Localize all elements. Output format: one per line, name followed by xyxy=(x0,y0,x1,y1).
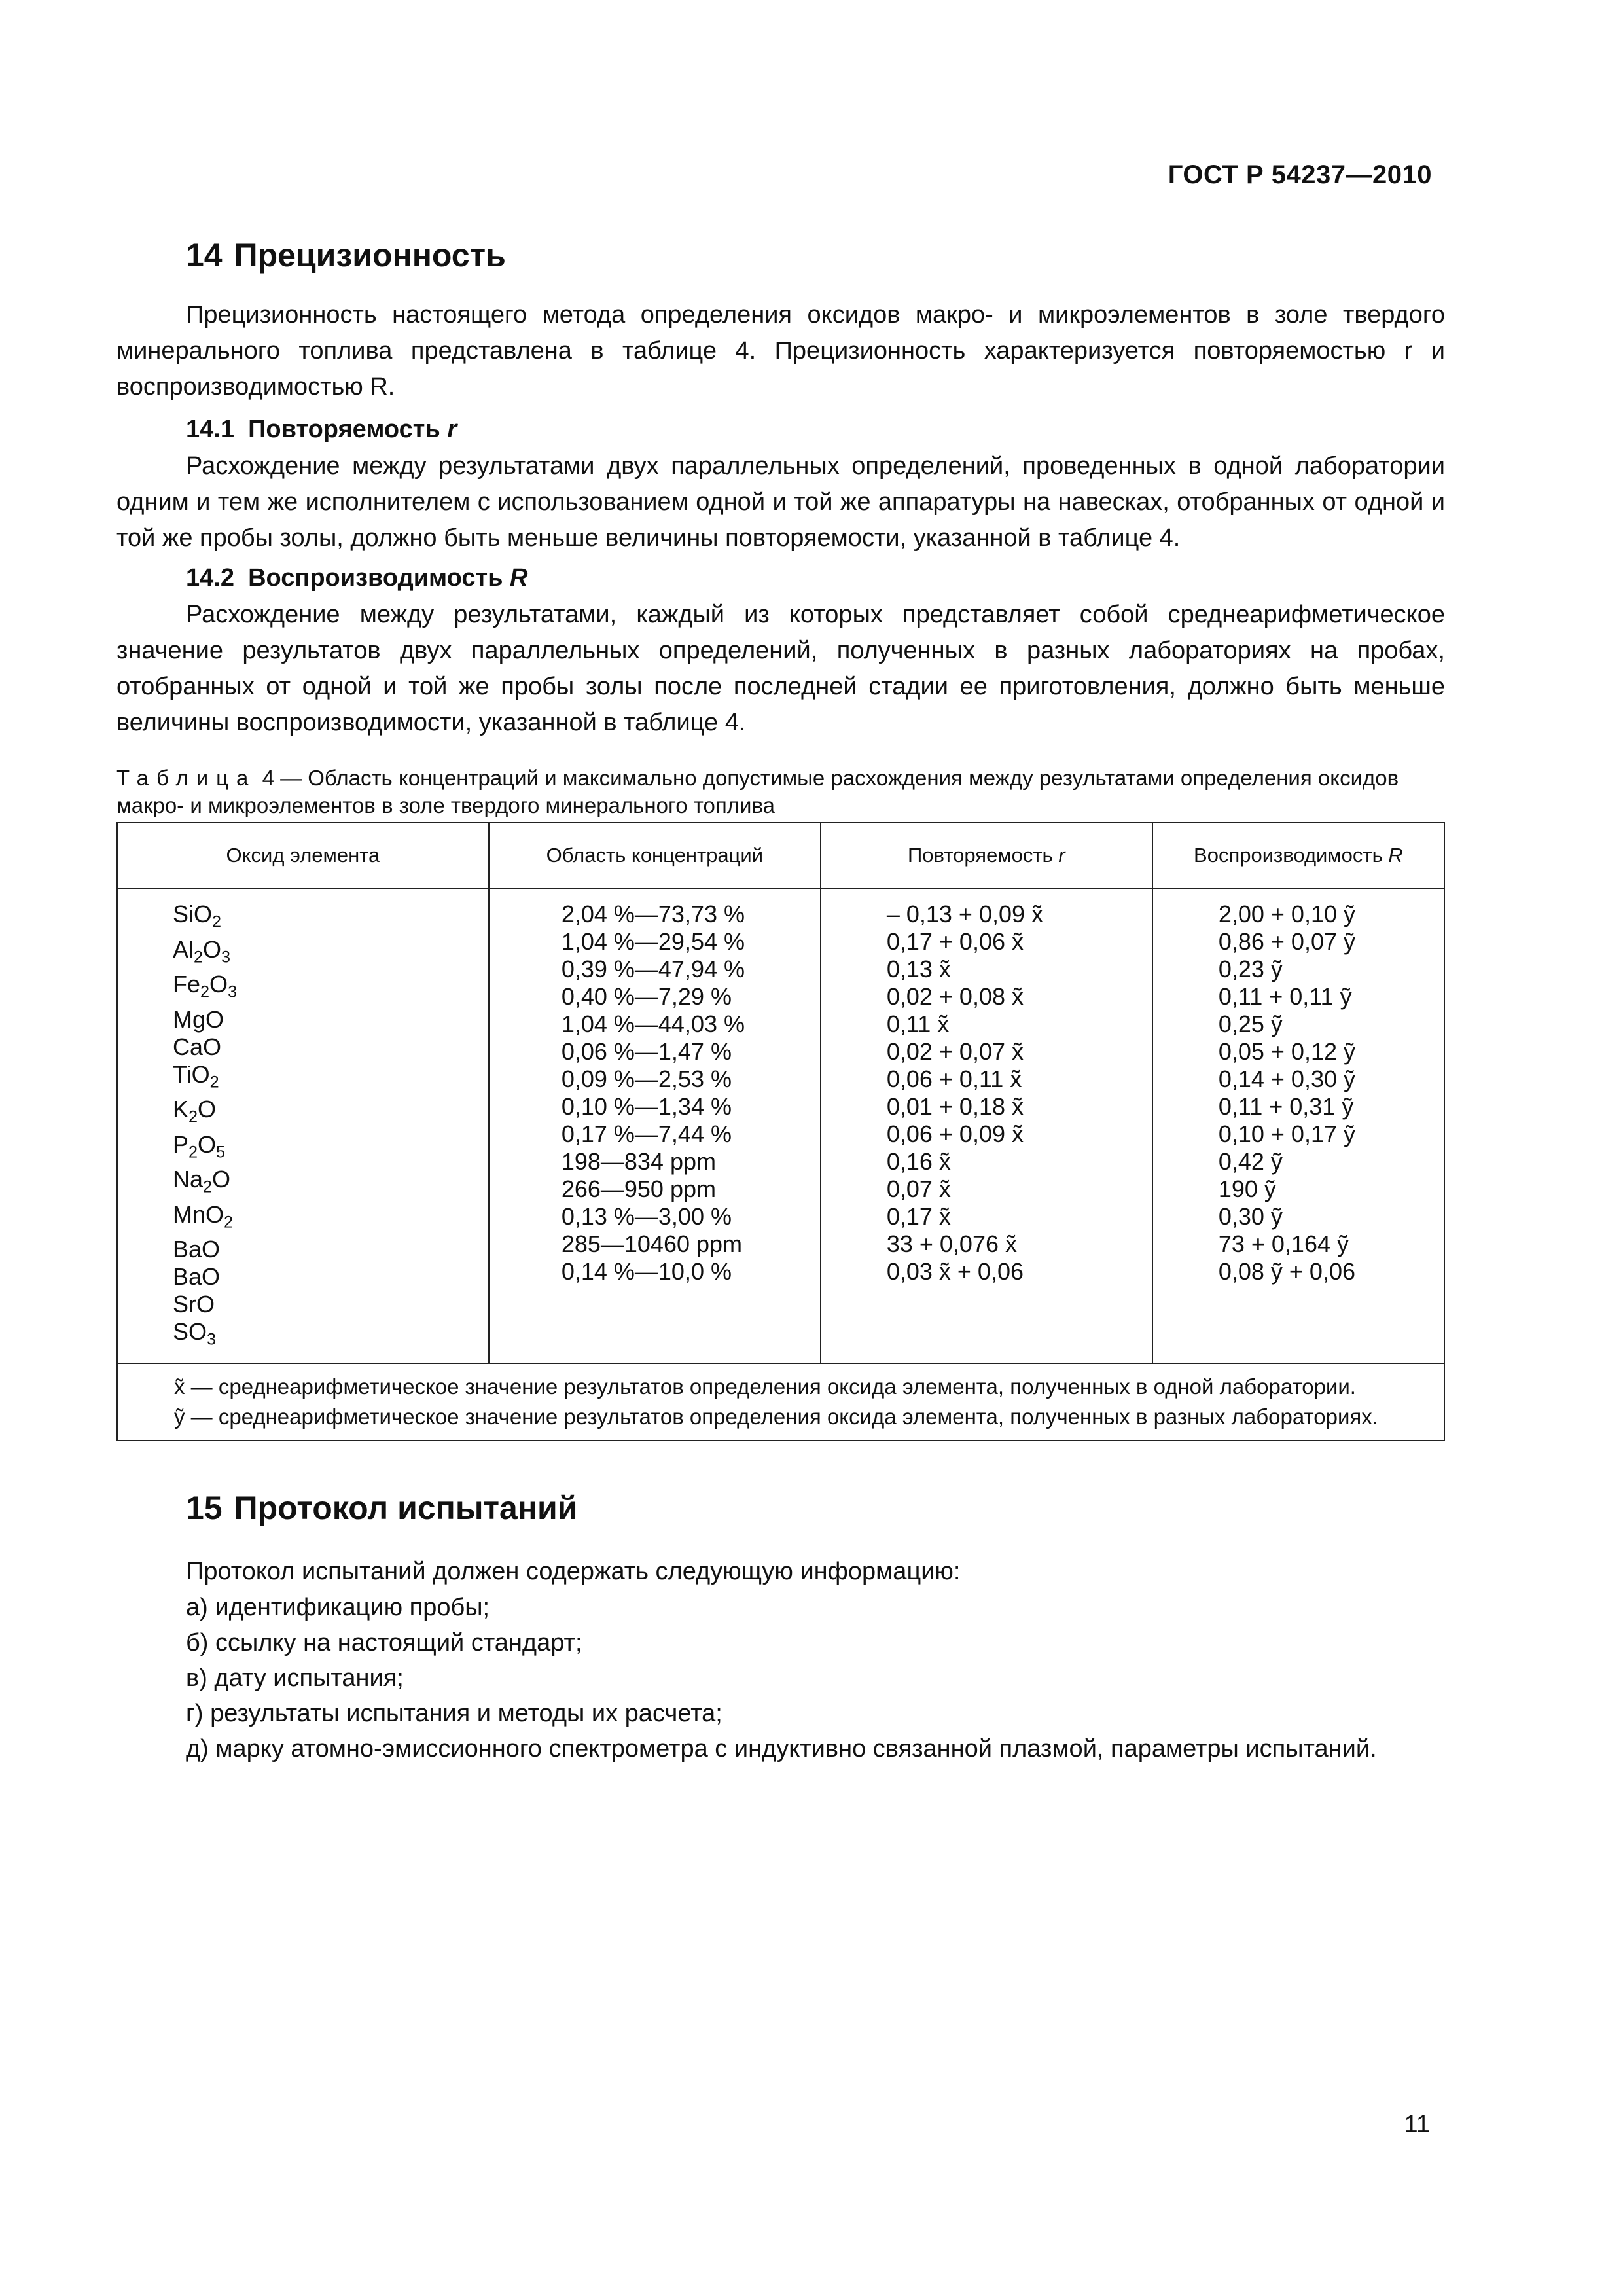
repeatability-cell: 0,02 + 0,08 x̃ xyxy=(886,983,1024,1010)
section-15-intro: Протокол испытаний должен содержать следующую информацию: xyxy=(186,1557,961,1585)
reproducibility-cell: 2,00 + 0,10 ỹ xyxy=(1218,901,1355,927)
range-cell: 2,04 %—73,73 % xyxy=(561,901,745,927)
range-cell: 0,14 %—10,0 % xyxy=(561,1258,732,1285)
oxide-cell: $P_2O_5$ xyxy=(173,1130,226,1162)
range-cell: 266—950 ppm xyxy=(561,1175,716,1202)
range-cell: 0,09 %—2,53 % xyxy=(561,1066,732,1092)
range-cell: 0,40 %—7,29 % xyxy=(561,983,732,1010)
note-x xyxy=(122,1372,1433,1402)
list-item: д) марку атомно-эмиссионного спектрометра с индуктивно связанной плазмой, параметры испытаний. xyxy=(186,1734,1377,1763)
repeatability-cell: 0,01 + 0,18 x̃ xyxy=(886,1093,1024,1120)
oxide-cell: $Fe_2O_3$ xyxy=(173,971,238,1001)
table-notes xyxy=(117,1363,1444,1441)
oxide-cell: SiO$_2$ xyxy=(173,901,222,931)
range-cell: 0,10 %—1,34 % xyxy=(561,1093,732,1120)
range-cell: 0,39 %—47,94 % xyxy=(561,956,745,982)
repeatability-cell: 0,02 + 0,07 x̃ xyxy=(886,1038,1024,1065)
header-oxide: Оксид элемента xyxy=(117,823,489,888)
list-item: в) дату испытания; xyxy=(186,1664,404,1692)
range-cell: 285—10460 ppm xyxy=(561,1230,743,1257)
page-number: 11 xyxy=(1404,2111,1430,2138)
section-15-heading xyxy=(116,1488,1445,1528)
range-cell: 1,04 %—29,54 % xyxy=(561,928,745,955)
note-x-text: x̃ — среднеарифметическое значение результатов определения оксида элемента, полученных в одной лаборатории. xyxy=(174,1374,1356,1399)
oxide-cell: MnO$_2$ xyxy=(173,1200,234,1232)
reproducibility-cell: 0,86 + 0,07 ỹ xyxy=(1218,928,1355,955)
oxide-cell: $K_2O$ xyxy=(173,1096,217,1126)
oxide-cell: $Al_2O_3$ xyxy=(173,935,231,967)
note-y xyxy=(122,1402,1433,1432)
reproducibility-cell: 0,11 + 0,11 ỹ xyxy=(1218,983,1352,1010)
table-header-row xyxy=(117,823,1444,888)
repeatability-cell: – 0,13 + 0,09 x̃ xyxy=(886,901,1044,927)
header-repeatability: Повторяемость r xyxy=(821,823,1152,888)
reproducibility-cell: 0,05 + 0,12 ỹ xyxy=(1218,1038,1355,1065)
precision-table xyxy=(116,822,1445,1441)
page-content xyxy=(116,236,1445,1767)
repeatability-cell: 0,11 x̃ xyxy=(886,1011,950,1037)
reproducibility-cell: 0,10 + 0,17 ỹ xyxy=(1218,1121,1355,1147)
repeatability-cell: 0,07 x̃ xyxy=(886,1175,951,1202)
range-cell: 0,13 %—3,00 % xyxy=(561,1203,732,1230)
range-cell: 1,04 %—44,03 % xyxy=(561,1011,745,1037)
table-caption-label: Таблица xyxy=(116,766,257,790)
repeatability-cell: 33 + 0,076 x̃ xyxy=(886,1230,1017,1257)
subsection-14-2-text: Расхождение между результатами, каждый из которых представляет собой среднеарифметическое значение результатов двух параллельных определений, полученных в разных лабораториях на пробах, отобранных от одной и той же пробы золы после последней стадии ее приготовления, должно быть меньше величины воспроизводимости, указанной в таблице 4. xyxy=(116,601,1445,736)
oxide-column xyxy=(117,888,489,1363)
list-item: г) результаты испытания и методы их расчета; xyxy=(186,1699,722,1727)
repeatability-cell: 0,16 x̃ xyxy=(886,1148,951,1175)
reproducibility-column xyxy=(1152,888,1444,1363)
oxide-cell: BaO xyxy=(173,1236,221,1263)
standard-code: ГОСТ Р 54237—2010 xyxy=(1168,160,1432,189)
table-body-row xyxy=(117,888,1444,1363)
table-caption xyxy=(116,764,1445,819)
range-column xyxy=(489,888,821,1363)
oxide-cell: $Na_2O$ xyxy=(173,1166,231,1196)
repeatability-cell: 0,03 x̃ + 0,06 xyxy=(886,1258,1024,1285)
reproducibility-cell: 0,23 ỹ xyxy=(1218,956,1283,982)
reproducibility-cell: 0,14 + 0,30 ỹ xyxy=(1218,1066,1355,1092)
section-14-title: Прецизионность xyxy=(234,237,506,274)
repeatability-column xyxy=(821,888,1152,1363)
section-14-heading xyxy=(116,236,1445,275)
reproducibility-cell: 0,08 ỹ + 0,06 xyxy=(1218,1258,1355,1285)
repeatability-cell: 0,06 + 0,09 x̃ xyxy=(886,1121,1024,1147)
repeatability-cell: 0,13 x̃ xyxy=(886,956,951,982)
header-range: Область концентраций xyxy=(489,823,821,888)
note-y-text: ỹ — среднеарифметическое значение результатов определения оксида элемента, полученных в разных лабораториях. xyxy=(174,1404,1378,1429)
oxide-cell: SrO xyxy=(173,1291,215,1318)
header-reproducibility: Воспроизводимость R xyxy=(1152,823,1444,888)
subsection-14-2-heading xyxy=(116,559,1445,597)
range-cell: 0,17 %—7,44 % xyxy=(561,1121,732,1147)
section-14-intro: Прецизионность настоящего метода определения оксидов макро- и микроэлементов в золе твердого минерального топлива представлена в таблице 4. Прецизионность характеризуется повторяемостью r и воспроизводимостью R. xyxy=(116,301,1445,401)
list-item: б) ссылку на настоящий стандарт; xyxy=(186,1628,582,1657)
oxide-cell: TiO$_2$ xyxy=(173,1060,219,1092)
subsection-14-2-title: Воспроизводимость R xyxy=(248,564,528,592)
reproducibility-cell: 0,11 + 0,31 ỹ xyxy=(1218,1093,1354,1120)
section-15-title: Протокол испытаний xyxy=(234,1489,578,1526)
reproducibility-cell: 0,25 ỹ xyxy=(1218,1011,1283,1037)
subsection-14-1-number: 14.1 xyxy=(186,416,234,443)
range-cell: 198—834 ppm xyxy=(561,1148,716,1175)
subsection-14-1-text: Расхождение между результатами двух параллельных определений, проведенных в одной лаборатории одним и тем же исполнителем с использованием одной и той же аппаратуры на навесках, отобранных от одной и той же пробы золы, должно быть меньше величины повторяемости, указанной в таблице 4. xyxy=(116,452,1445,552)
reproducibility-cell: 0,42 ỹ xyxy=(1218,1148,1283,1175)
subsection-14-1-title: Повторяемость r xyxy=(248,416,457,443)
repeatability-cell: 0,17 + 0,06 x̃ xyxy=(886,928,1024,955)
section-15-list xyxy=(116,1590,1445,1767)
reproducibility-cell: 190 ỹ xyxy=(1218,1175,1276,1202)
section-15 xyxy=(116,1488,1445,1767)
list-item: а) идентификацию пробы; xyxy=(186,1593,490,1621)
repeatability-cell: 0,06 + 0,11 x̃ xyxy=(886,1066,1022,1092)
reproducibility-cell: 0,30 ỹ xyxy=(1218,1203,1283,1230)
reproducibility-cell: 73 + 0,164 ỹ xyxy=(1218,1230,1349,1257)
oxide-cell: $SO_3$ xyxy=(173,1318,217,1349)
section-14-number: 14 xyxy=(186,237,223,274)
range-cell: 0,06 %—1,47 % xyxy=(561,1038,732,1065)
oxide-cell: CaO xyxy=(173,1033,222,1060)
oxide-cell: BaO xyxy=(173,1263,221,1291)
section-15-number: 15 xyxy=(186,1489,223,1526)
table-notes-row xyxy=(117,1363,1444,1441)
subsection-14-1-heading xyxy=(116,410,1445,448)
table-caption-text: 4 — Область концентраций и максимально допустимые расхождения между результатами определения оксидов макро- и микроэлементов в золе твердого минерального топлива xyxy=(116,766,1399,817)
oxide-cell: MgO xyxy=(173,1005,224,1033)
subsection-14-2-number: 14.2 xyxy=(186,564,234,592)
repeatability-cell: 0,17 x̃ xyxy=(886,1203,951,1230)
